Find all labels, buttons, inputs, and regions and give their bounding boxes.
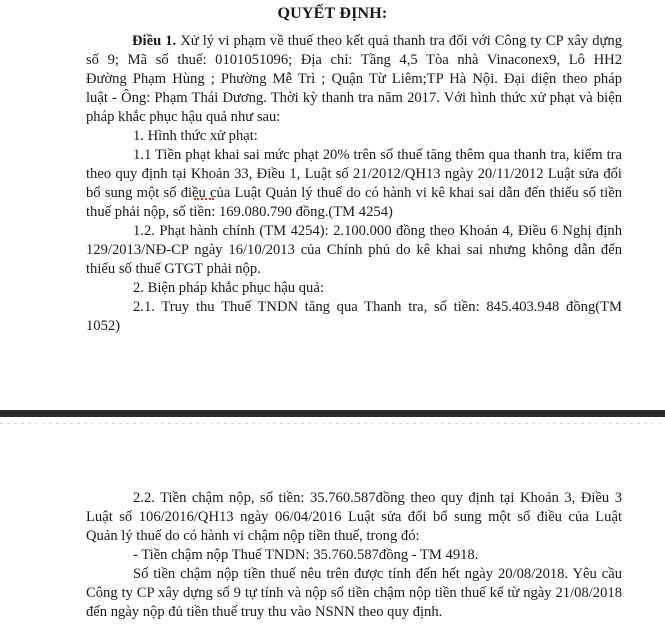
paragraph-line: pháp khắc phục hậu quả như sau: [86, 109, 281, 125]
paragraph-line: luật - Ông: Phạm Thái Dương. Thời kỳ thanh tra năm 2017. Với hình thức xử phạt và biện [86, 90, 622, 106]
paragraph-line: 2.1. Truy thu Thuế TNDN tăng qua Thanh tra, số tiền: 845.403.948 đồng(TM [133, 299, 622, 315]
paragraph-line: số 9; Mã số thuế: 0101051096; Địa chỉ: Tầng 4,5 Tòa nhà Vinaconex9, Lô HH2 [86, 52, 622, 68]
paragraph-line: Quản lý thuế do có hành vi chậm nộp tiền thuế, trong đó: [86, 528, 420, 544]
paragraph-line: Đường Phạm Hùng ; Phường Mễ Trì ; Quận Từ Liêm;TP Hà Nội. Đại diện theo pháp [86, 71, 622, 87]
page-divider-thin [0, 423, 665, 424]
section-heading: 1. Hình thức xử phạt: [133, 128, 258, 144]
paragraph-line: Luật số 106/2016/QH13 ngày 06/04/2016 Luật sửa đổi bổ sung một số điều của Luật [86, 509, 622, 525]
page-divider [0, 410, 665, 417]
paragraph-line: 1.2. Phạt hành chính (TM 4254): 2.100.000 đồng theo Khoản 4, Điều 6 Nghị định [133, 223, 622, 239]
paragraph-line: 129/2013/NĐ-CP ngày 16/10/2013 của Chính phủ do kê khai sai nhưng không dẫn đến [86, 242, 622, 258]
paragraph-line: 2.2. Tiền chậm nộp, số tiền: 35.760.587đồng theo quy định tại Khoản 3, Điều 3 [133, 490, 622, 506]
paragraph-line [132, 31, 622, 51]
paragraph-line: thuế phải nộp, số tiền: 169.080.790 đồng.(TM 4254) [86, 204, 393, 220]
paragraph-line: thiếu số thuế GTGT phải nộp. [86, 261, 261, 277]
paragraph-line: Công ty CP xây dựng số 9 tự tính và nộp số tiền chậm nộp tiền thuế kể từ ngày 21/08/2018 [86, 585, 622, 601]
document-title: QUYẾT ĐỊNH: [277, 5, 388, 22]
paragraph-line: bổ sung một số điều của Luật Quản lý thuế do có hành vi kê khai sai dẫn đến thiếu số tiền [86, 185, 622, 201]
section-heading: 2. Biện pháp khắc phục hậu quả: [133, 280, 324, 296]
paragraph-line: đến ngày nộp đủ tiền thuế truy thu vào NSNN theo quy định. [86, 604, 443, 620]
paragraph-line: Số tiền chậm nộp tiền thuế nêu trên được tính đến hết ngày 20/08/2018. Yêu cầu [133, 566, 622, 582]
red-ink-mark [194, 198, 214, 203]
list-item: - Tiền chậm nộp Thuế TNDN: 35.760.587đồng - TM 4918. [133, 547, 479, 563]
paragraph-line: 1.1 Tiền phạt khai sai mức phạt 20% trên số thuế tăng thêm qua thanh tra, kiểm tra [133, 147, 622, 163]
paragraph-line: theo quy định tại Khoản 33, Điều 1, Luật số 21/2012/QH13 ngày 20/11/2012 Luật sửa đổi [86, 166, 622, 182]
article-label: Điều 1. [132, 33, 177, 49]
paragraph-line: 1052) [86, 318, 121, 334]
line-text: Xử lý vi phạm về thuế theo kết quả thanh tra đối với Công ty CP xây dựng [176, 33, 622, 49]
